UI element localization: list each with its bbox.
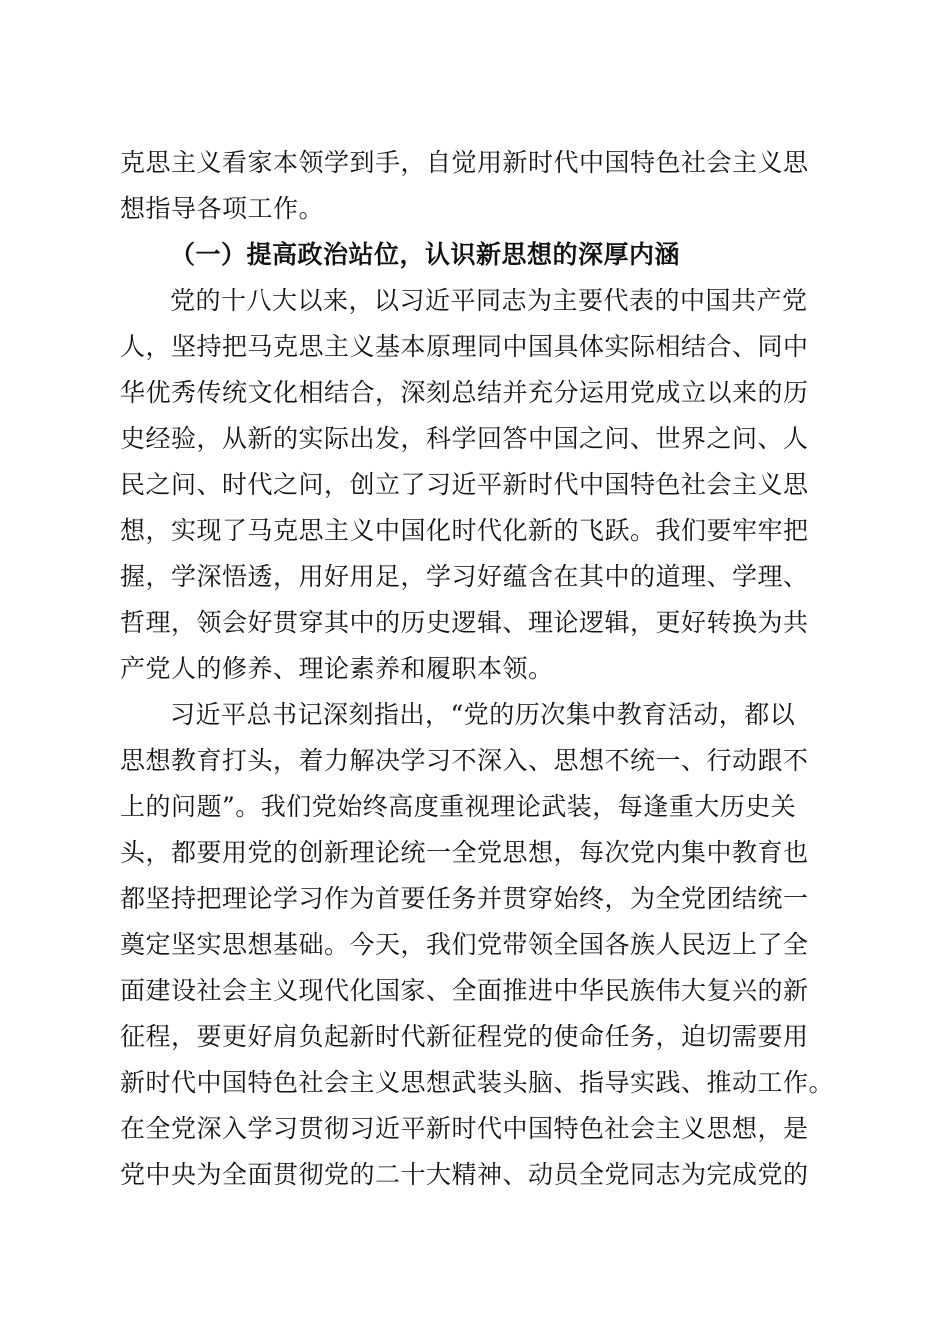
text-line: 在全党深入学习贯彻习近平新时代中国特色社会主义思想，是 — [120, 1114, 809, 1143]
paragraph-first-line: 习近平总书记深刻指出，“党的历次集中教育活动，都以 — [170, 700, 796, 729]
text-line: 克思主义看家本领学到手，自觉用新时代中国特色社会主义思 — [120, 148, 809, 177]
text-line: 华优秀传统文化相结合，深刻总结并充分运用党成立以来的历 — [120, 378, 809, 407]
text-line: 头，都要用党的创新理论统一全党思想，每次党内集中教育也 — [120, 838, 809, 867]
paragraph-first-line: 党的十八大以来，以习近平同志为主要代表的中国共产党 — [170, 286, 808, 315]
text-line: 征程，要更好肩负起新时代新征程党的使命任务，迫切需要用 — [120, 1022, 809, 1051]
text-line: 党中央为全面贯彻党的二十大精神、动员全党同志为完成党的 — [120, 1160, 809, 1189]
text-line: 史经验，从新的实际出发，科学回答中国之问、世界之问、人 — [120, 424, 809, 453]
text-line: 产党人的修养、理论素养和履职本领。 — [120, 654, 554, 683]
text-line: 面建设社会主义现代化国家、全面推进中华民族伟大复兴的新 — [120, 976, 809, 1005]
text-line: 握，学深悟透，用好用足，学习好蕴含在其中的道理、学理、 — [120, 562, 809, 591]
text-line: 民之问、时代之问，创立了习近平新时代中国特色社会主义思 — [120, 470, 809, 499]
text-line: 想，实现了马克思主义中国化时代化新的飞跃。我们要牢牢把 — [120, 516, 809, 545]
text-line: 上的问题”。我们党始终高度重视理论武装，每逢重大历史关 — [120, 792, 797, 821]
text-line: 哲理，领会好贯穿其中的历史逻辑、理论逻辑，更好转换为共 — [120, 608, 809, 637]
text-line: 都坚持把理论学习作为首要任务并贯穿始终，为全党团结统一 — [120, 884, 809, 913]
text-line: 想指导各项工作。 — [120, 194, 325, 223]
text-line: 奠定坚实思想基础。今天，我们党带领全国各族人民迈上了全 — [120, 930, 809, 959]
text-line: 思想教育打头，着力解决学习不深入、思想不统一、行动跟不 — [120, 746, 809, 775]
section-heading: （一）提高政治站位，认识新思想的深厚内涵 — [170, 240, 681, 269]
text-line: 新时代中国特色社会主义思想武装头脑、指导实践、推动工作。 — [120, 1068, 835, 1097]
text-line: 人，坚持把马克思主义基本原理同中国具体实际相结合、同中 — [120, 332, 809, 361]
